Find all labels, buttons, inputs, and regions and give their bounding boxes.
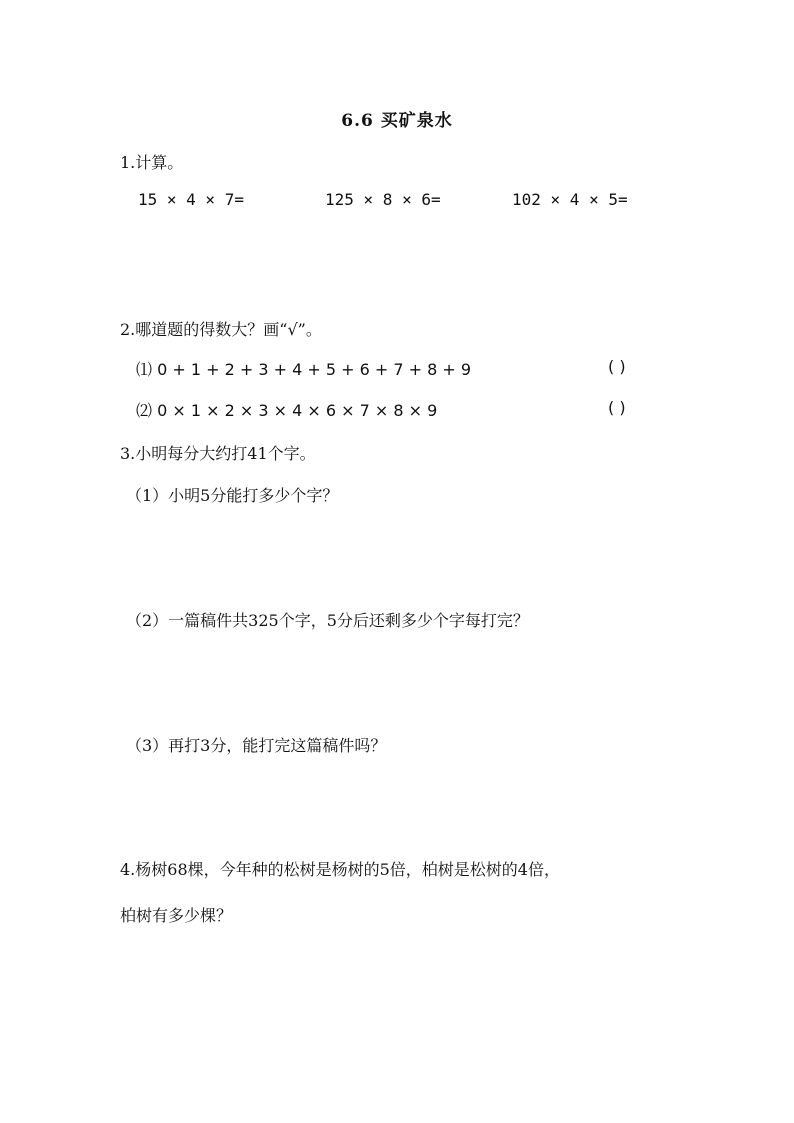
question-2-heading: 2.哪道题的得数大？画“√”。 — [120, 320, 322, 339]
question-3-sub-2: （2）一篇稿件共325个字，5分后还剩多少个字每打完？ — [126, 611, 529, 630]
question-1-heading: 1.计算。 — [120, 153, 184, 172]
page-title: 6.6 买矿泉水 — [341, 111, 453, 131]
question-4-line-2: 柏树有多少棵？ — [120, 906, 233, 925]
answer-blank-2[interactable]: ( ) — [608, 398, 626, 417]
compare-expression-1: ⑴ 0 + 1 + 2 + 3 + 4 + 5 + 6 + 7 + 8 + 9 — [136, 360, 472, 379]
compare-expression-2: ⑵ 0 × 1 × 2 × 3 × 4 × 6 × 7 × 8 × 9 — [136, 401, 438, 420]
answer-blank-1[interactable]: ( ) — [608, 357, 626, 376]
question-3-sub-1: （1）小明5分能打多少个字？ — [126, 486, 339, 505]
calc-item-1: 15 × 4 × 7= — [138, 190, 244, 209]
calc-item-3: 102 × 4 × 5= — [512, 190, 628, 209]
question-4-line-1: 4.杨树68棵，今年种的松树是杨树的5倍，柏树是松树的4倍， — [120, 860, 560, 879]
question-3-heading: 3.小明每分大约打41个字。 — [120, 444, 316, 463]
question-3-sub-3: （3）再打3分，能打完这篇稿件吗？ — [126, 736, 387, 755]
calc-item-2: 125 × 8 × 6= — [325, 190, 441, 209]
